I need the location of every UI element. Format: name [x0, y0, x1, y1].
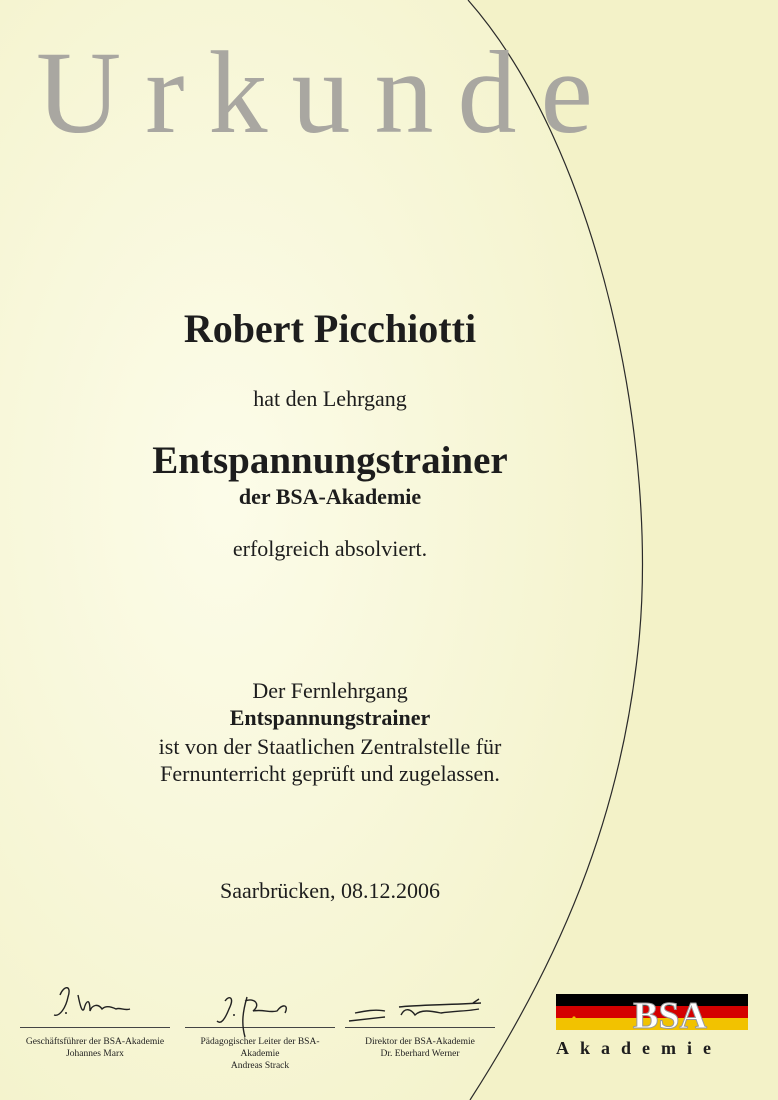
signer-name: Andreas Strack	[230, 1061, 290, 1071]
place-and-date: Saarbrücken, 08.12.2006	[220, 878, 440, 903]
signer-name: Johannes Marx	[66, 1049, 124, 1059]
certificate-title: Urkunde	[36, 27, 617, 158]
academy-line: der BSA-Akademie	[238, 484, 422, 509]
signature-line	[20, 1027, 170, 1028]
signature-block-director	[345, 975, 495, 1060]
remote-course-intro: Der Fernlehrgang	[252, 678, 408, 703]
remote-course-name: Entspannungstrainer	[229, 705, 431, 730]
signature-line	[345, 1027, 495, 1028]
signer-name: Dr. Eberhard Werner	[380, 1049, 460, 1059]
logo-subtitle: Akademie	[556, 1038, 722, 1058]
signer-role: Direktor der BSA-Akademie	[365, 1037, 475, 1047]
completion-text: erfolgreich absolviert.	[232, 536, 428, 561]
accreditation-line-2: Fernunterricht geprüft und zugelassen.	[160, 761, 500, 786]
signature-strack	[185, 975, 335, 1045]
course-name: Entspannungstrainer	[152, 439, 508, 482]
accreditation-line-1: ist von der Staatlichen Zentralstelle für	[158, 734, 502, 759]
signature-block-director-general	[20, 975, 170, 1060]
signature-werner	[345, 975, 495, 1027]
recipient-name: Robert Picchiotti	[183, 306, 477, 351]
logo-brand: BSA	[633, 995, 707, 1037]
signer-role: Pädagogischer Leiter der BSA-Akademie	[200, 1037, 320, 1059]
course-intro-text: hat den Lehrgang	[253, 386, 407, 411]
signer-role: Geschäftsführer der BSA-Akademie	[25, 1037, 165, 1047]
signature-block-pedagogical-lead	[185, 975, 335, 1072]
signature-marx	[20, 975, 170, 1027]
